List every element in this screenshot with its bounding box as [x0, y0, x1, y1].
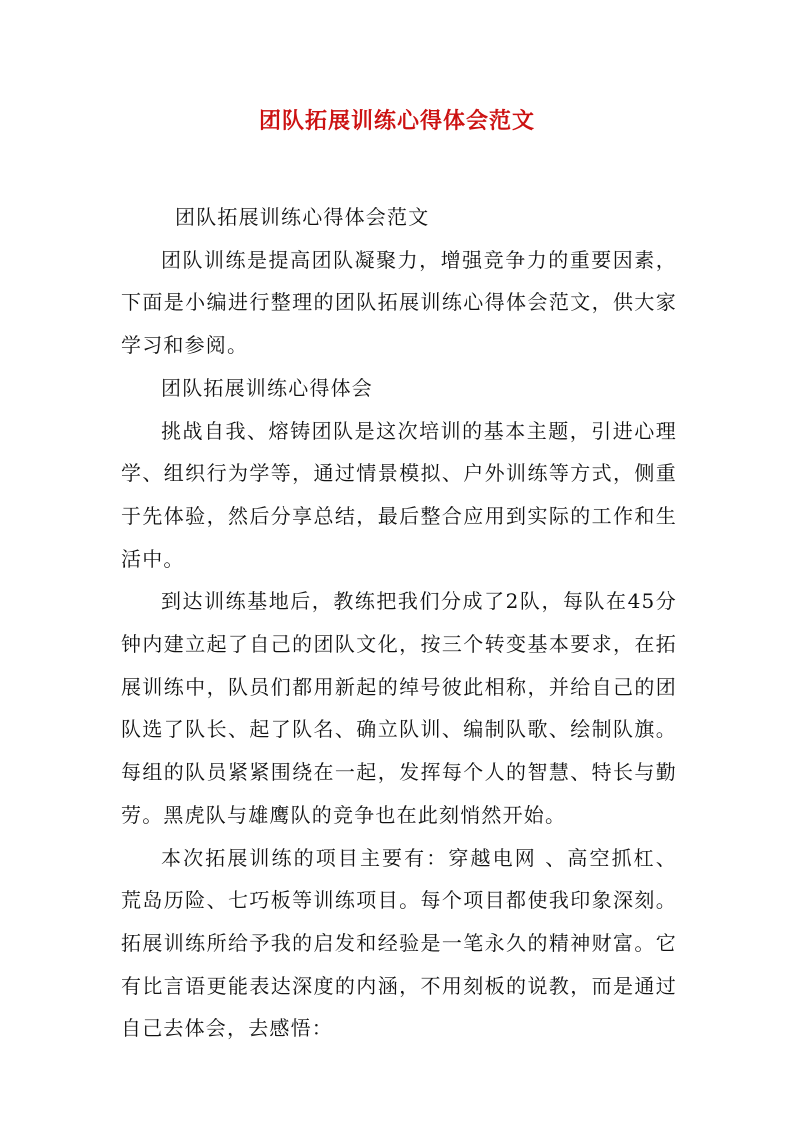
body-paragraph: 本次拓展训练的项目主要有：穿越电网 、高空抓杠、荒岛历险、七巧板等训练项目。每个项目都使我印象深刻。拓展训练所给予我的启发和经验是一笔永久的精神财富。它有比言语更能表达深度的内涵，不用刻板的说教，而是通过自己去体会，去感悟：	[121, 845, 677, 1041]
section-heading: 团队拓展训练心得体会	[161, 375, 373, 400]
article-heading: 团队拓展训练心得体会范文	[175, 205, 430, 229]
document-body	[121, 196, 677, 1050]
document-title: 团队拓展训练心得体会范文	[258, 108, 535, 134]
body-paragraph: 到达训练基地后，教练把我们分成了2队，每队在45分钟内建立起了自己的团队文化，按三个转变基本要求，在拓展训练中，队员们都用新起的绰号彼此相称，并给自己的团队选了队长、起了队名、确立队训、编制队歌、绘制队旗。每组的队员紧紧围绕在一起，发挥每个人的智慧、特长与勤劳。黑虎队与雄鹰队的竞争也在此刻悄然开始。	[121, 589, 677, 827]
body-paragraph: 挑战自我、熔铸团队是这次培训的基本主题，引进心理学、组织行为学等，通过情景模拟、户外训练等方式，侧重于先体验，然后分享总结，最后整合应用到实际的工作和生活中。	[121, 418, 677, 571]
intro-paragraph: 团队训练是提高团队凝聚力，增强竞争力的重要因素，下面是小编进行整理的团队拓展训练心得体会范文，供大家学习和参阅。	[121, 247, 677, 358]
